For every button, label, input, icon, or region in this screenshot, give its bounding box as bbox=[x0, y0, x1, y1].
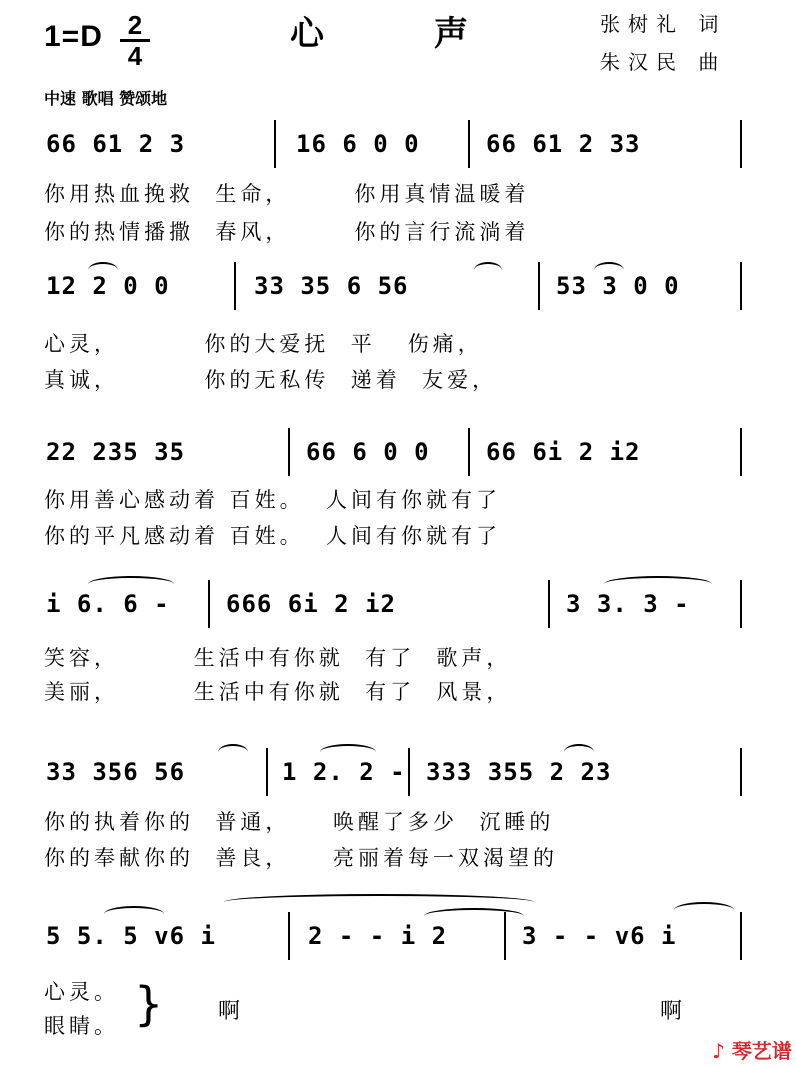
barline bbox=[288, 428, 290, 476]
barline bbox=[208, 580, 210, 628]
lyrics-verse-2: 你的热情播撒 春风， 你的言行流淌着 bbox=[44, 220, 530, 244]
notation-row bbox=[44, 428, 744, 484]
watermark-logo bbox=[712, 1035, 792, 1064]
barline bbox=[740, 262, 742, 310]
barline bbox=[266, 748, 268, 796]
music-line-3 bbox=[44, 428, 744, 548]
notation-row bbox=[44, 580, 744, 636]
lyrics-verse-1: 心灵。 bbox=[44, 980, 119, 1004]
measure: 1 2. 2 - bbox=[282, 758, 406, 786]
lyrics-verse-2: 你的平凡感动着 百姓。 人间有你就有了 bbox=[44, 524, 502, 548]
music-line-2 bbox=[44, 262, 744, 392]
lyrics-verse-2: 真诚， 你的无私传 递着 友爱， bbox=[44, 368, 498, 392]
measure: 666 6i 2 i2 bbox=[226, 590, 396, 618]
composer-credit: 朱汉民 曲 bbox=[600, 50, 727, 74]
music-line-6 bbox=[44, 912, 744, 1038]
measure: 53 3 0 0 bbox=[556, 272, 680, 300]
barline bbox=[740, 428, 742, 476]
time-signature-top: 2 bbox=[127, 10, 143, 40]
watermark-icon: ♪ bbox=[712, 1039, 725, 1063]
watermark-text: 琴艺谱 bbox=[731, 1039, 792, 1063]
lyrics-verse-1: 笑容， 生活中有你就 有了 歌声， bbox=[44, 646, 512, 670]
measure: 333 355 2 23 bbox=[426, 758, 612, 786]
barline bbox=[468, 120, 470, 168]
barline bbox=[740, 912, 742, 960]
measure: 33 356 56 bbox=[46, 758, 186, 786]
barline bbox=[234, 262, 236, 310]
measure: 3 3. 3 - bbox=[566, 590, 690, 618]
lyrics-verse-1: 你用热血挽救 生命， 你用真情温暖着 bbox=[44, 182, 530, 206]
tempo-marking: 中速 歌唱 赞颂地 bbox=[44, 89, 168, 108]
lyrics-verse-2: 眼睛。 bbox=[44, 1014, 119, 1038]
measure: 12 2 0 0 bbox=[46, 272, 170, 300]
song-title: 心声 bbox=[290, 14, 578, 54]
music-line-1 bbox=[44, 120, 744, 244]
measure: 66 6i 2 i2 bbox=[486, 438, 641, 466]
measure: 2 - - i 2 bbox=[308, 922, 448, 950]
barline bbox=[504, 912, 506, 960]
barline bbox=[538, 262, 540, 310]
notation-row bbox=[44, 748, 744, 804]
measure: 5 5. 5 v6 i bbox=[46, 922, 216, 950]
measure: 66 61 2 3 bbox=[46, 130, 186, 158]
lyrics-verse-1: 你用善心感动着 百姓。 人间有你就有了 bbox=[44, 488, 502, 512]
barline bbox=[408, 748, 410, 796]
lyrics-verse-1: 心灵， 你的大爱抚 平 伤痛， bbox=[44, 332, 483, 356]
lyrics-verse-2: 你的奉献你的 善良， 亮丽着每一双渴望的 bbox=[44, 846, 559, 870]
barline bbox=[274, 120, 276, 168]
lyrics-verse-1: 你的执着你的 普通， 唤醒了多少 沉睡的 bbox=[44, 810, 555, 834]
barline bbox=[288, 912, 290, 960]
music-line-4 bbox=[44, 580, 744, 704]
barline bbox=[740, 748, 742, 796]
interjection: 啊 bbox=[218, 999, 241, 1024]
time-signature bbox=[120, 12, 150, 69]
verse-brace: } bbox=[134, 977, 164, 1031]
measure: i 6. 6 - bbox=[46, 590, 170, 618]
barline bbox=[548, 580, 550, 628]
barline bbox=[740, 580, 742, 628]
barline bbox=[740, 120, 742, 168]
barline bbox=[468, 428, 470, 476]
notation-row bbox=[44, 262, 744, 318]
key-signature: 1=D bbox=[44, 20, 103, 53]
interjection: 啊 bbox=[660, 999, 683, 1024]
time-signature-bottom: 4 bbox=[127, 41, 143, 71]
music-line-5 bbox=[44, 748, 744, 870]
measure: 3 - - v6 i bbox=[522, 922, 677, 950]
lyrics-verse-2: 美丽， 生活中有你就 有了 风景， bbox=[44, 680, 512, 704]
measure: 66 6 0 0 bbox=[306, 438, 430, 466]
measure: 16 6 0 0 bbox=[296, 130, 420, 158]
notation-row bbox=[44, 912, 744, 968]
measure: 66 61 2 33 bbox=[486, 130, 641, 158]
lyricist-credit: 张树礼 词 bbox=[600, 12, 727, 36]
notation-row bbox=[44, 120, 744, 176]
measure: 22 235 35 bbox=[46, 438, 186, 466]
measure: 33 35 6 56 bbox=[254, 272, 409, 300]
